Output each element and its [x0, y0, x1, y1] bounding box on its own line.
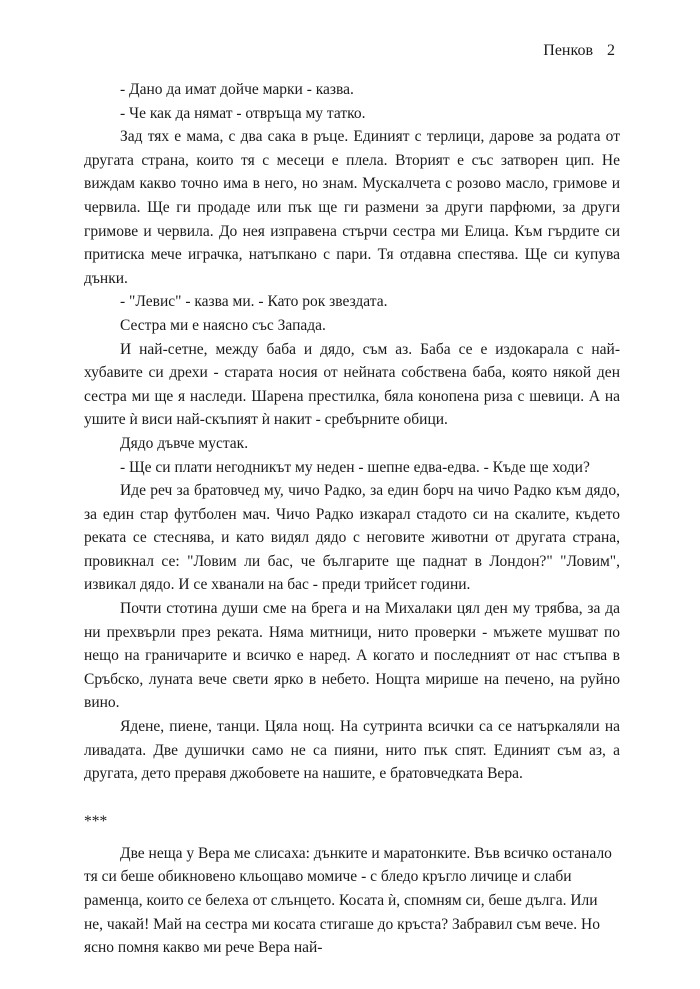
paragraph: Иде реч за братовчед му, чичо Радко, за един борч на чичо Радко към дядо, за един стар футболен мач. Чичо Радко изкарал стадото си на скалите, където реката се стеснява, и като видял дядо с неговите животни от другата страна, провикнал се: "Ловим ли бас, че българите ще паднат в Лондон?" "Ловим", извикал дядо. И се хванали на бас - преди трийсет години.: [84, 482, 620, 594]
paragraph: - Че как да нямат - отвръща му татко.: [120, 104, 366, 122]
paragraph: Ядене, пиене, танци. Цяла нощ. На сутринта всички са се натъркаляли на ливадата. Две душички само не са пияни, нито пък спят. Единият съм аз, а другата, дето преравя джобовете на нашите, е братовчедката Вера.: [84, 718, 620, 783]
paragraph: - "Левис" - казва ми. - Като рок звездата.: [120, 293, 388, 311]
body-text: [84, 78, 620, 960]
paragraph: И най-сетне, между баба и дядо, съм аз. Баба се е издокарала с най-хубавите си дрехи - старата носия от нейната собствена баба, която някой ден сестра ми ще я наследи. Шарена престилка, бяла конопена риза с шевици. А на ушите ѝ виси най-скъпият ѝ накит - сребърните обици.: [84, 340, 620, 429]
paragraph: Сестра ми е наясно със Запада.: [120, 316, 326, 334]
paragraph: Зад тях е мама, с два сака в ръце. Единият с терлици, дарове за родата от другата страна, които тя с месеци е плела. Вторият е със затворен цип. Не виждам какво точно има в него, но знам. Мускалчета с розово масло, гримове и червила. Ще ги продаде или пък ще ги размени за други парфюми, за други гримове и червила. До нея изправена стърчи сестра ми Елица. Към гърдите си притиска мече играчка, натъпкано с пари. Тя отдавна спестява. Ще си купува дънки.: [84, 128, 620, 287]
paragraph: - Дано да имат дойче марки - казва.: [120, 81, 354, 98]
paragraph: Почти стотина души сме на брега и на Михалаки цял ден му трябва, за да ни прехвърли през реката. Няма митници, нито проверки - мъжете мушват по нещо на граничарите и всичко е наред. А когато и последният от нас стъпва в Сръбско, луната вече свети ярко в небето. Нощта мирише на печено, на руйно вино.: [84, 600, 620, 712]
page-header: [543, 41, 615, 61]
paragraph: Дядо дъвче мустак.: [120, 434, 249, 452]
paragraph: - Ще си плати негодникът му неден - шепне едва-едва. - Къде ще ходи?: [120, 458, 590, 476]
paragraph: Две неща у Вера ме слисаха: дънките и маратонките. Във всичко останало тя си беше обикновено кльощаво момиче - с бледо кръгло личице и слаби раменца, които се белеха от слънцето. Косата ѝ, спомням си, беше дълга. Или не, чакай! Май на сестра ми косата стигаше до кръста? Забравил съм вече. Но ясно помня какво ми рече Вера най-: [84, 844, 612, 957]
section-separator: ***: [84, 812, 108, 830]
header-author: Пенков: [543, 42, 593, 59]
page-number: 2: [607, 42, 615, 59]
